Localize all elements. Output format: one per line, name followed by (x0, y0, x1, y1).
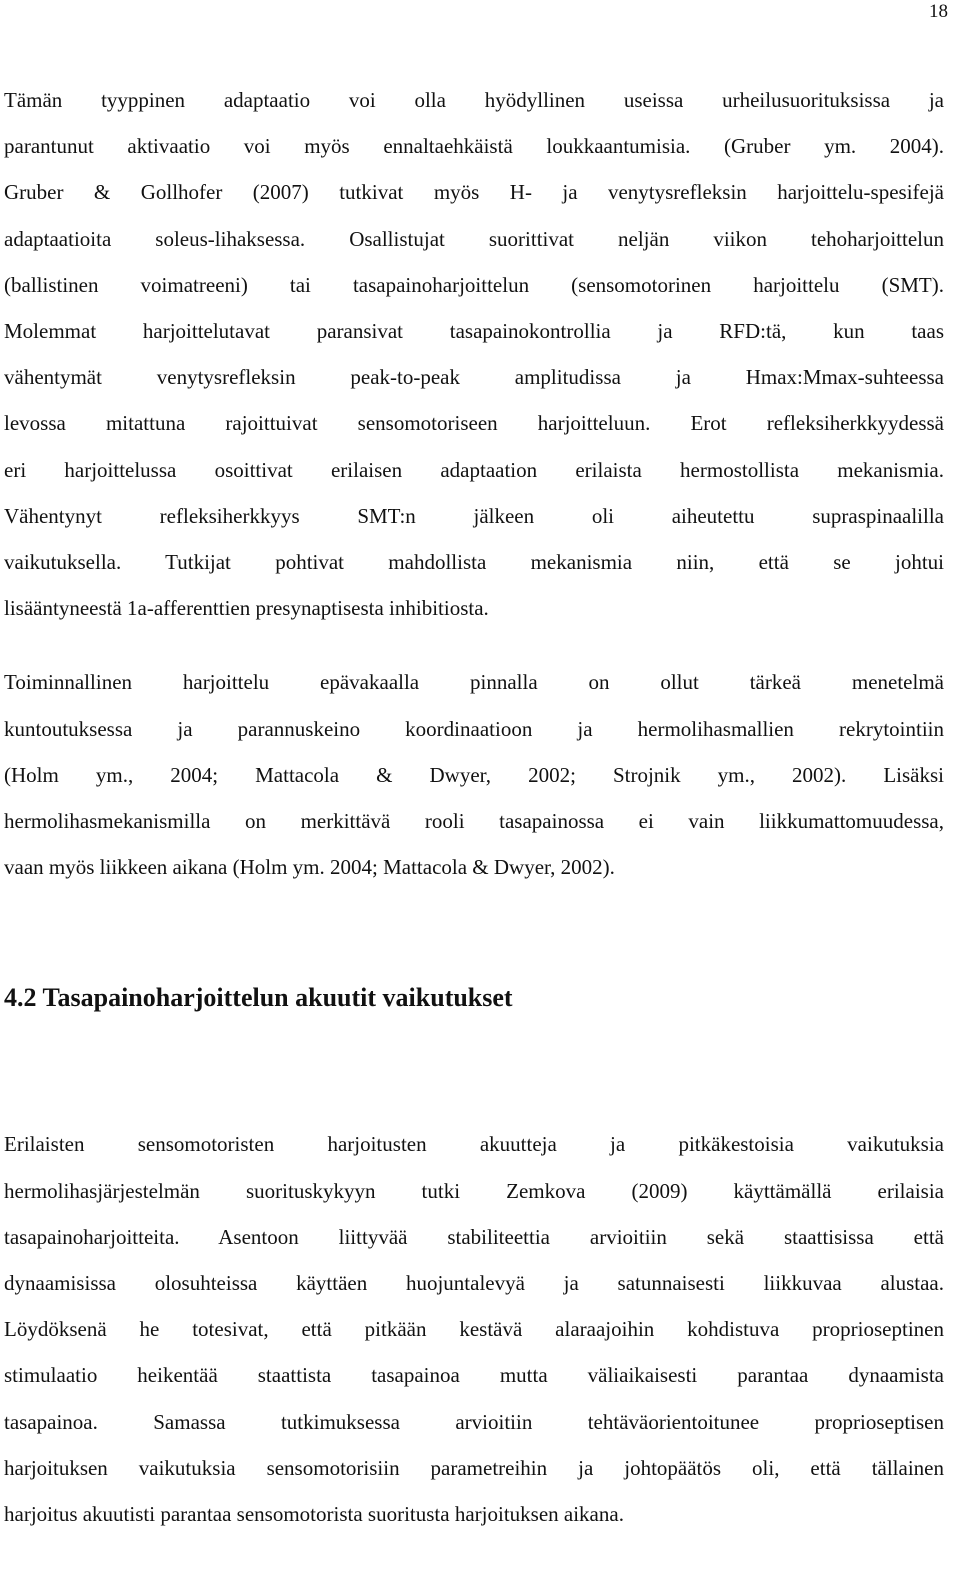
text-line: adaptaatioita soleus-lihaksessa. Osallistujat suorittivat neljän viikon tehoharjoittelun (4, 226, 944, 251)
text-line: Löydöksenä he totesivat, että pitkään kestävä alaraajoihin kohdistuva proprioseptinen (4, 1317, 944, 1342)
paragraph-1 (4, 77, 944, 631)
text-line: harjoituksen vaikutuksia sensomotorisiin parametreihin ja johtopäätös oli, että tällainen (4, 1455, 944, 1480)
paragraph-2 (4, 659, 944, 890)
text-line: kuntoutuksessa ja parannuskeino koordinaatioon ja hermolihasmallien rekrytointiin (4, 716, 944, 741)
text-line: (ballistinen voimatreeni) tai tasapainoharjoittelun (sensomotorinen harjoittelu (SMT). (4, 272, 944, 297)
text-line: levossa mitattuna rajoittuivat sensomotoriseen harjoitteluun. Erot refleksiherkkyydessä (4, 411, 944, 436)
text-line: (Holm ym., 2004; Mattacola & Dwyer, 2002; Strojnik ym., 2002). Lisäksi (4, 762, 944, 787)
text-line: dynaamisissa olosuhteissa käyttäen huojuntalevyä ja satunnaisesti liikkuvaa alustaa. (4, 1271, 944, 1296)
text-line: Gruber & Gollhofer (2007) tutkivat myös H- ja venytysrefleksin harjoittelu-spesifejä (4, 180, 944, 205)
text-line: harjoitus akuutisti parantaa sensomotorista suoritusta harjoituksen aikana. (4, 1502, 624, 1527)
text-line: stimulaatio heikentää staattista tasapainoa mutta väliaikaisesti parantaa dynaamista (4, 1363, 944, 1388)
text-line: eri harjoittelussa osoittivat erilaisen adaptaation erilaista hermostollista mekanismia. (4, 457, 944, 482)
text-line: Molemmat harjoittelutavat paransivat tasapainokontrollia ja RFD:tä, kun taas (4, 319, 944, 344)
page-number: 18 (929, 1, 948, 22)
text-line: parantunut aktivaatio voi myös ennaltaehkäistä loukkaantumisia. (Gruber ym. 2004). (4, 134, 944, 159)
text-line: tasapainoharjoitteita. Asentoon liittyvää stabiliteettia arvioitiin sekä staattisissa että (4, 1224, 944, 1249)
text-line: Erilaisten sensomotoristen harjoitusten akuutteja ja pitkäkestoisia vaikutuksia (4, 1132, 944, 1157)
text-line: lisääntyneestä 1a-afferenttien presynaptisesta inhibitiosta. (4, 596, 489, 621)
text-line: Toiminnallinen harjoittelu epävakaalla pinnalla on ollut tärkeä menetelmä (4, 670, 944, 695)
text-line: tasapainoa. Samassa tutkimuksessa arvioitiin tehtäväorientoitunee proprioseptisen (4, 1409, 944, 1434)
text-line: vaan myös liikkeen aikana (Holm ym. 2004; Mattacola & Dwyer, 2002). (4, 855, 615, 880)
text-line: hermolihasmekanismilla on merkittävä rooli tasapainossa ei vain liikkumattomuudessa, (4, 809, 944, 834)
paragraph-3 (4, 1121, 944, 1537)
document-body (4, 77, 944, 1537)
text-line: Vähentynyt refleksiherkkyys SMT:n jälkeen oli aiheutettu supraspinaalilla (4, 503, 944, 528)
section-heading: 4.2 Tasapainoharjoittelun akuutit vaikutukset (4, 983, 513, 1013)
text-line: vaikutuksella. Tutkijat pohtivat mahdollista mekanismia niin, että se johtui (4, 550, 944, 575)
text-line: vähentymät venytysrefleksin peak-to-peak amplitudissa ja Hmax:Mmax-suhteessa (4, 365, 944, 390)
text-line: Tämän tyyppinen adaptaatio voi olla hyödyllinen useissa urheilusuorituksissa ja (4, 88, 944, 112)
text-line: hermolihasjärjestelmän suorituskykyyn tutki Zemkova (2009) käyttämällä erilaisia (4, 1178, 944, 1203)
